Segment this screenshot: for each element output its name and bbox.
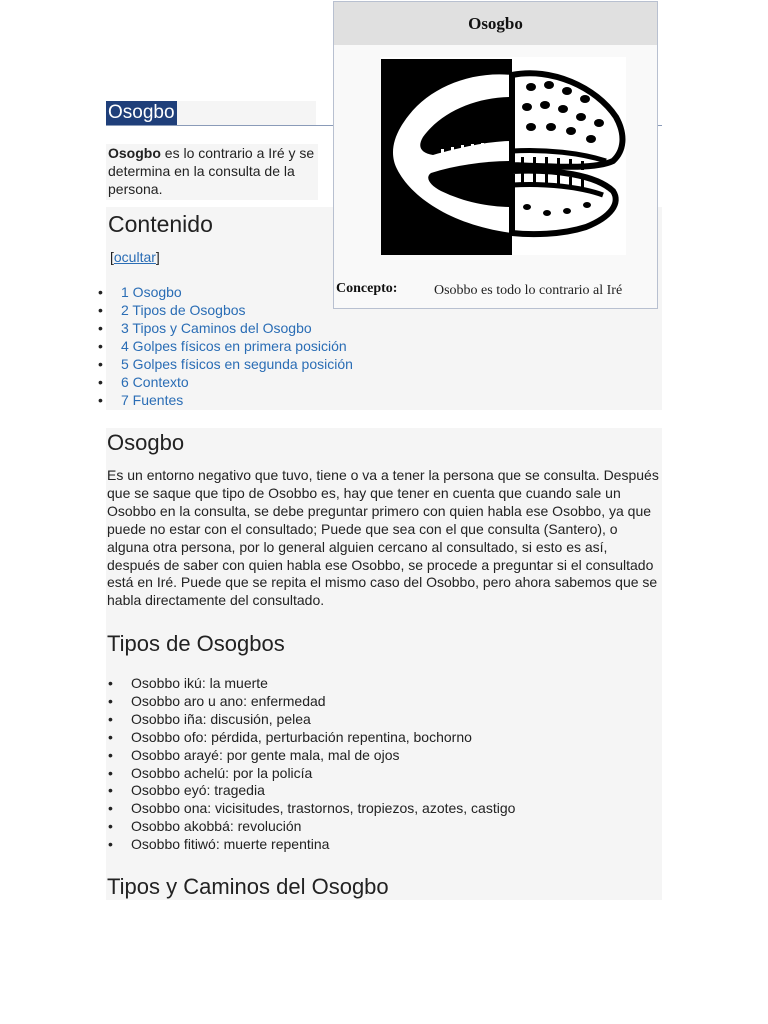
infobox	[333, 1, 658, 309]
list-item: • Osobbo ofo: pérdida, perturbación repentina, bochorno	[108, 729, 515, 747]
toc-item	[98, 355, 353, 373]
list-item: • Osobbo eyó: tragedia	[108, 782, 515, 800]
infobox-value-concepto: Osobbo es todo lo contrario al Iré	[434, 283, 623, 298]
intro-bold-term: Osogbo	[108, 145, 161, 161]
article-title-strip	[106, 101, 316, 125]
list-item: • Osobbo akobbá: revolución	[108, 818, 515, 836]
toc-link-golpes-primera[interactable]: 4 Golpes físicos en primera posición	[121, 338, 347, 354]
toc-item	[98, 391, 353, 409]
list-item: • Osobbo arayé: por gente mala, mal de ojos	[108, 747, 515, 765]
cowrie-shell-image	[381, 57, 626, 255]
infobox-label-concepto: Concepto:	[336, 281, 398, 296]
list-item: • Osobbo iña: discusión, pelea	[108, 711, 515, 729]
section-paragraph-osogbo: Es un entorno negativo que tuvo, tiene o va a tener la persona que se consulta. Después que se saque que tipo de Osobbo es, hay que tener en cuenta que cuando sale un Osobbo en la consulta, se debe preguntar primero con quien habla ese Osobbo, ya que puede no estar con el consultado; Puede que sea con el que consulta (Santero), o alguna otra persona, por lo general alguien cercano al consultado, si esto es así, después de saber con quien habla ese Osobbo, se procede a preguntar si el consultado está en Iré. Puede que se repita el mismo caso del Osobbo, pero ahora sabemos que se habla directamente del consultado.	[107, 467, 659, 609]
section-heading-caminos: Tipos y Caminos del Osogbo	[107, 874, 389, 899]
toc-item	[98, 283, 353, 301]
toc-toggle-close-bracket: ]	[155, 249, 160, 265]
toc-link-caminos[interactable]: 3 Tipos y Caminos del Osogbo	[121, 320, 312, 336]
toc-toggle-open-bracket: [	[110, 249, 114, 265]
section-heading-osogbo: Osogbo	[107, 430, 185, 455]
toc-link-tipos[interactable]: 2 Tipos de Osogbos	[121, 302, 246, 318]
toc-item	[98, 301, 353, 319]
intro-paragraph	[106, 144, 318, 200]
list-item: • Osobbo aro u ano: enfermedad	[108, 693, 515, 711]
list-item: • Osobbo achelú: por la policía	[108, 765, 515, 783]
toc-item	[98, 337, 353, 355]
types-list	[108, 675, 515, 854]
toc-title: Contenido	[108, 211, 213, 237]
intro-text: es lo contrario a Iré y se determina en la consulta de la persona.	[108, 145, 315, 197]
list-item: • Osobbo ona: vicisitudes, trastornos, tropiezos, azotes, castigo	[108, 800, 515, 818]
list-item: • Osobbo ikú: la muerte	[108, 675, 515, 693]
toc-toggle	[110, 248, 160, 266]
list-item: • Osobbo fitiwó: muerte repentina	[108, 836, 515, 854]
toc-list	[98, 283, 353, 409]
toc-item	[98, 319, 353, 337]
toc-link-contexto[interactable]: 6 Contexto	[121, 374, 189, 390]
toc-link-golpes-segunda[interactable]: 5 Golpes físicos en segunda posición	[121, 356, 353, 372]
toc-link-osogbo[interactable]: 1 Osogbo	[121, 284, 182, 300]
toc-hide-link[interactable]: ocultar	[113, 249, 156, 265]
toc-link-fuentes[interactable]: 7 Fuentes	[121, 392, 184, 408]
section-heading-tipos: Tipos de Osogbos	[107, 631, 285, 656]
toc-item	[98, 373, 353, 391]
article-title: Osogbo	[108, 102, 175, 123]
infobox-title: Osogbo	[334, 2, 657, 45]
